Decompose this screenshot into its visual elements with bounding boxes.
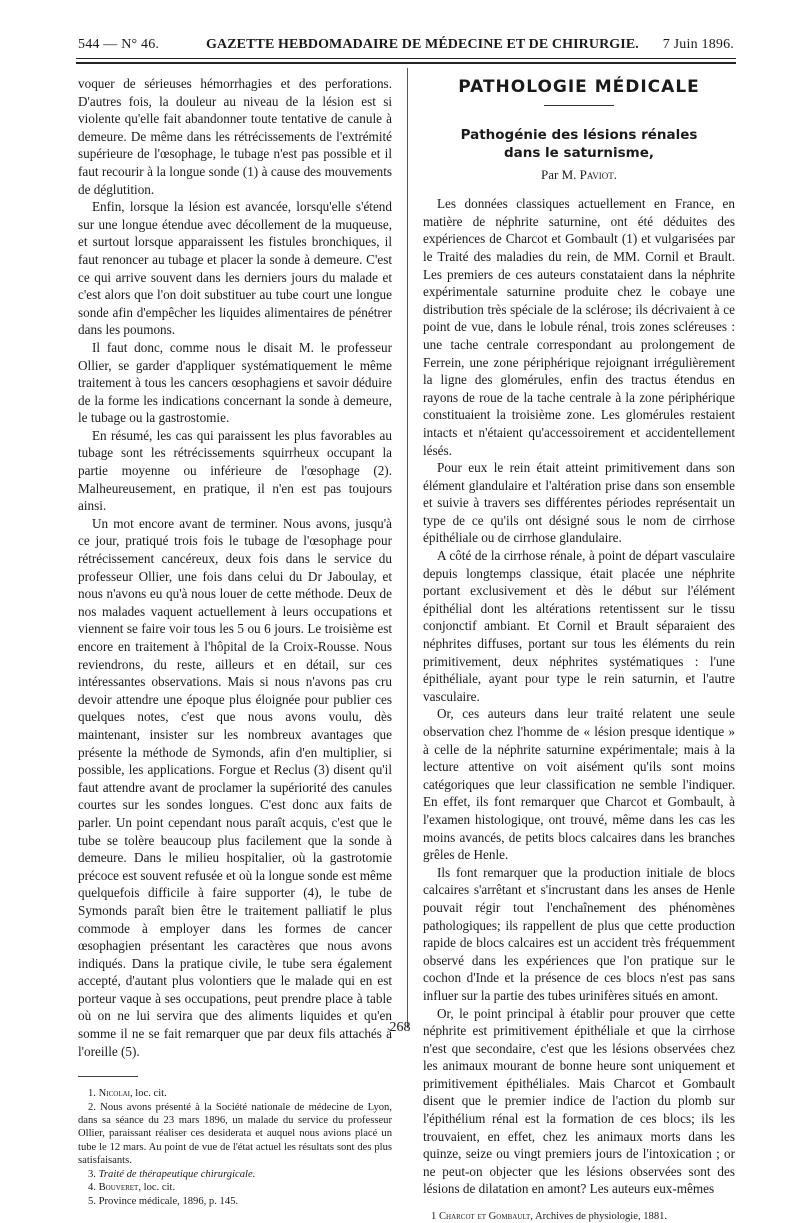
paragraph: voquer de sérieuses hémorrhagies et des perforations. D'autres fois, la douleur au niveau de la lésion est si violente qu'elle fait abandonner toute tentative de canule à demeure. De même dans les rétrécissements de l'extrémité supérieure de l'œsophage, le tubage n'est pas possible et il faut recourir à la longue sonde (1) à cause des mouvements de déglutition. — [78, 76, 392, 197]
footnote-author: Charcot et Gombault — [438, 1211, 531, 1223]
paragraph: Ils font remarquer que la production initiale de blocs calcaires s'arrêtant et s'incrustant dans les anses de Henle pouvait régir tout l'enchaînement des phénomènes pathologiques; ils rappellent de plus que cette production rapide de blocs calcaires est un accident très fréquemment observé dans les expériences que l'on pratique sur le cochon d'Inde et la présence de ces blocs n'est pas sans influer sur la partie des tubes urinifères situés en amont. — [423, 864, 735, 1003]
column-divider — [407, 68, 408, 1028]
issue-date: 7 Juin 1896. — [662, 37, 734, 52]
right-column — [423, 75, 735, 1223]
footnote-text: , loc. cit. — [129, 1088, 167, 1100]
footnote-text: Province médicale, 1896, p. 145. — [98, 1195, 239, 1207]
paragraph: Pour eux le rein était atteint primitivement dans son élément glandulaire et l'altération prise dans son ensemble et suivie à travers ses différentes périodes représentait un type de ce qu'ils ont désigné sous le nom de cirrhose épithéliale ou de cirrhose glandulaire. — [423, 460, 735, 546]
footnote-text: Traité de thérapeutique chirurgicale. — [98, 1168, 256, 1180]
footnote — [78, 1181, 392, 1194]
paragraph: Or, ces auteurs dans leur traité relatent une seule observation chez l'homme de « lésion presque identique » à celle de la néphrite saturnine expérimentale; mais à la lecture attentive on voit aisément qu'ils sont moins catégoriques que leur classification ne semble l'indiquer. En effet, ils font remarquer que Charcot et Gombault, à l'examen histologique, ont trouvé, même dans les cas les moins avancés, de petits blocs calcaires dans les branches grêles de Henle. — [423, 706, 735, 863]
footnote-number: 1. — [88, 1088, 96, 1100]
section-rule — [544, 105, 614, 106]
article-title — [423, 126, 735, 162]
footnote — [78, 1168, 392, 1181]
footnote — [78, 1195, 392, 1208]
journal-title: GAZETTE HEBDOMADAIRE DE MÉDECINE ET DE CHIRURGIE. — [206, 37, 639, 52]
article-title-line: dans le saturnisme, — [503, 144, 655, 161]
byline — [423, 166, 735, 184]
footnote-number: 3. — [88, 1168, 96, 1180]
footnote — [78, 1101, 392, 1168]
footnote-author: Nicolai — [98, 1088, 130, 1100]
header-rule-thin — [76, 58, 736, 59]
left-column — [78, 75, 392, 1208]
header-rule-thick — [76, 62, 736, 64]
footnote-number: 4. — [88, 1182, 96, 1194]
footnote-rule — [78, 1076, 138, 1077]
footnote-text: , Archives de physiologie, 1881. — [530, 1211, 668, 1223]
paragraph: En résumé, les cas qui paraissent les plus favorables au tubage sont les rétrécissements squirrheux occupant la partie moyenne ou inférieure de l'œsophage (2). Malheureusement, en pratique, il n'en est pas toujours ainsi. — [78, 427, 392, 514]
page-number: 268 — [389, 1020, 411, 1035]
footnote-number: 1 — [431, 1211, 437, 1223]
footnote-number: 2. — [88, 1101, 96, 1113]
paragraph: Enfin, lorsque la lésion est avancée, lorsqu'elle s'étend sur une longue étendue avec décollement de la muqueuse, et surtout lorsque apparaissent les fistules bronchiques, il faut renoncer au tubage et placer la sonde à demeure. C'est ce qui arrive souvent dans les derniers jours du malade et c'est alors que l'on doit substituer au tube court une longue sonde afin d'empêcher les liquides alimentaires de pénétrer dans les poumons. — [78, 199, 392, 338]
footnotes-left — [78, 1087, 392, 1208]
paragraph: Or, le point principal à établir pour prouver que cette néphrite est primitivement épithéliale et que la cirrhose n'est que secondaire, c'est que les lésions observées chez les animaux mourant de bonne heure sont uniquement et primitivement épithéliales. Mais Charcot et Gombault disent que le premier indice de l'action du plomb sur l'épithélium rénal est la formation de ces blocs; ils les trouvaient, en effet, chez les animaux morts dans les quinze, seize ou vingt premiers jours de l'intoxication ; or ne peut-on objecter que les lésions observées sont des lésions de dilatation en amont? Les auteurs eux-mêmes — [423, 1005, 735, 1197]
footnote-text: Nous avons présenté à la Société nationale de médecine de Lyon, dans sa séance du 23 mars 1896, un malade du service du professeur Ollier, paraissant réaliser ces desiderata et auquel nous avions placé un tube le 12 mars. Au point de vue de l'état actuel les résultats sont des plus satisfaisants. — [78, 1101, 392, 1167]
footnote-right — [423, 1210, 735, 1223]
footnote-author: Bouveret — [98, 1182, 139, 1194]
byline-prefix: Par M. — [541, 166, 577, 182]
paragraph: Un mot encore avant de terminer. Nous avons, jusqu'à ce jour, pratiqué trois fois le tubage de l'œsophage pour rétrécissement cancéreux, deux fois dans le service du professeur Ollier, une fois dans celui du Dr Jaboulay, et nous n'avons eu qu'à nous louer de cette méthode. Deux de nos malades vaquent actuellement à leurs occupations et viennent se faire voir tous les 5 ou 6 jours. Le troisième est encore en traitement à l'hôpital de la Croix-Rousse. Nous reviendrons, du reste, ailleurs et en détail, sur ces intéressantes observations. Mais si nous n'avons pas cru devoir attendre une époque plus éloignée pour publier ces quelques notes, c'est que nous avons voulu, dès maintenant, insister sur les nombreux avantages que présente la méthode de Symonds, afin d'en multiplier, si possible, les applications. Forgue et Reclus (3) disent qu'il faut attendre avant de proclamer la supériorité des canules courtes sur les sondes longues. C'est donc aux faits de parler. Un point cependant nous paraît acquis, c'est que le tube se tolère beaucoup plus facilement que la sonde à demeure. Dans le milieu hospitalier, où la gastrotomie précoce est souvent refusée et où la longue sonde est même quelquefois difficile à faire supporter (4), le tube de Symonds paraît bien être le traitement palliatif le plus commode à employer dans les formes de cancer œsophagien présentant les caractères que nous avons indiqués. Dans la pratique civile, le tube sera également accepté, d'autant plus volontiers que le malade qui en est porteur vaque à ses occupations, peut prendre place à table où on ne lui servira que des aliments liquides et qu'en somme il ne se fait remarquer que par deux fils attachés à l'oreille (5). — [78, 515, 392, 1059]
footnote — [78, 1087, 392, 1100]
running-header — [78, 34, 734, 56]
page-issue-label: 544 — N° 46. — [78, 37, 160, 52]
paragraph: Il faut donc, comme nous le disait M. le professeur Ollier, se garder d'appliquer systématiquement le même traitement à tous les cancers œsophagiens et savoir déduire de la forme les indications concernant la sonde à demeure, le tubage ou la gastrostomie. — [78, 339, 392, 426]
paragraph: Les données classiques actuellement en France, en matière de néphrite saturnine, ont été déduites des expériences de Charcot et Gombault (1) et vulgarisées par le Traité des maladies du rein, de MM. Cornil et Brault. Les premiers de ces auteurs constataient dans la néphrite expérimentale saturnine produite chez le cobaye une distribution très spéciale de la sclérose; ils décrivaient à ce point de vue, dans le lobule rénal, trois zones scléreuses : une tache centrale correspondant au prolongement de Ferrein, une zone périphérique rejoignant irrégulièrement la ligne des glomérules, enfin des tractus étendus en rayons de roue de la tache centrale à la zone périphérique constituaient la troisième zone. Les glomérules restaient intacts et n'étaient qu'accessoirement et accidentellement lésés. — [423, 196, 735, 458]
byline-author: Paviot. — [579, 166, 617, 182]
footnote-number: 5. — [88, 1195, 96, 1207]
section-title: PATHOLOGIE MÉDICALE — [458, 77, 700, 97]
footnote-text: , loc. cit. — [138, 1182, 176, 1194]
paragraph: A côté de la cirrhose rénale, à point de départ vasculaire depuis longtemps classique, était placée une néphrite portant exclusivement et dès le début sur l'élément épithélial dont les altérations retentissent sur le tissu conjonctif ambiant. Et Cornil et Brault séparaient des néphrites diffuses, portant sur tous les éléments du rein primitivement, deux néphrites systématiques : l'une épithéliale, ayant pour type le rein saturnin, et l'autre vasculaire. — [423, 548, 735, 704]
article-title-line: Pathogénie des lésions rénales — [460, 126, 698, 143]
